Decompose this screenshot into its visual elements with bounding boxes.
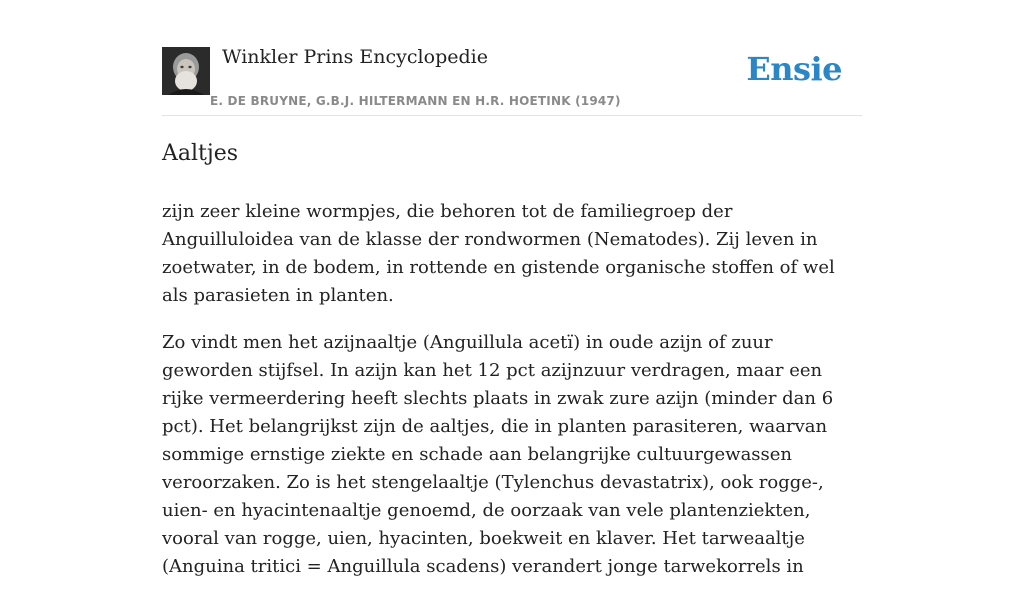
article-paragraph-2: Zo vindt men het azijnaaltje (Anguillula acetï) in oude azijn of zuur geworden stijfsel. In azijn kan het 12 pct azijnzuur verdragen, maar een rijke vermeerdering heeft slechts plaats in zwak zure azijn (minder dan 6 pct). Het belangrijkst zijn de aaltjes, die in planten parasiteren, waarvan sommige ernstige ziekte en schade aan belangrijke cultuurgewassen veroorzaken. Zo is het stengelaaltje (Tylenchus devastatrix), ook rogge-, uien- en hyacintenaaltje genoemd, de oorzaak van vele plantenziekten, vooral van rogge, uien, hyacinten, boekweit en klaver. Het tarweaaltje (Anguina tritici = Anguillula scadens) verandert jonge tarwekorrels in: [162, 332, 834, 577]
ensie-logo-link[interactable]: Ensie: [746, 50, 842, 88]
source-title[interactable]: Winkler Prins Encyclopedie: [222, 46, 488, 68]
article-paragraph-1: zijn zeer kleine wormpjes, die behoren tot de familiegroep der Anguilluloidea van de klasse der rondwormen (Nematodes). Zij leven in zoetwater, in de bodem, in rottende en gistende organische stoffen of wel als parasieten in planten.: [162, 201, 835, 306]
portrait-photo-icon: [162, 47, 210, 95]
source-authors: E. DE BRUYNE, G.B.J. HILTERMANN EN H.R. HOETINK (1947): [210, 94, 621, 108]
article: [162, 138, 862, 600]
article-title: Aaltjes: [162, 141, 239, 166]
author-avatar[interactable]: [162, 47, 210, 95]
source-header: [162, 44, 862, 116]
